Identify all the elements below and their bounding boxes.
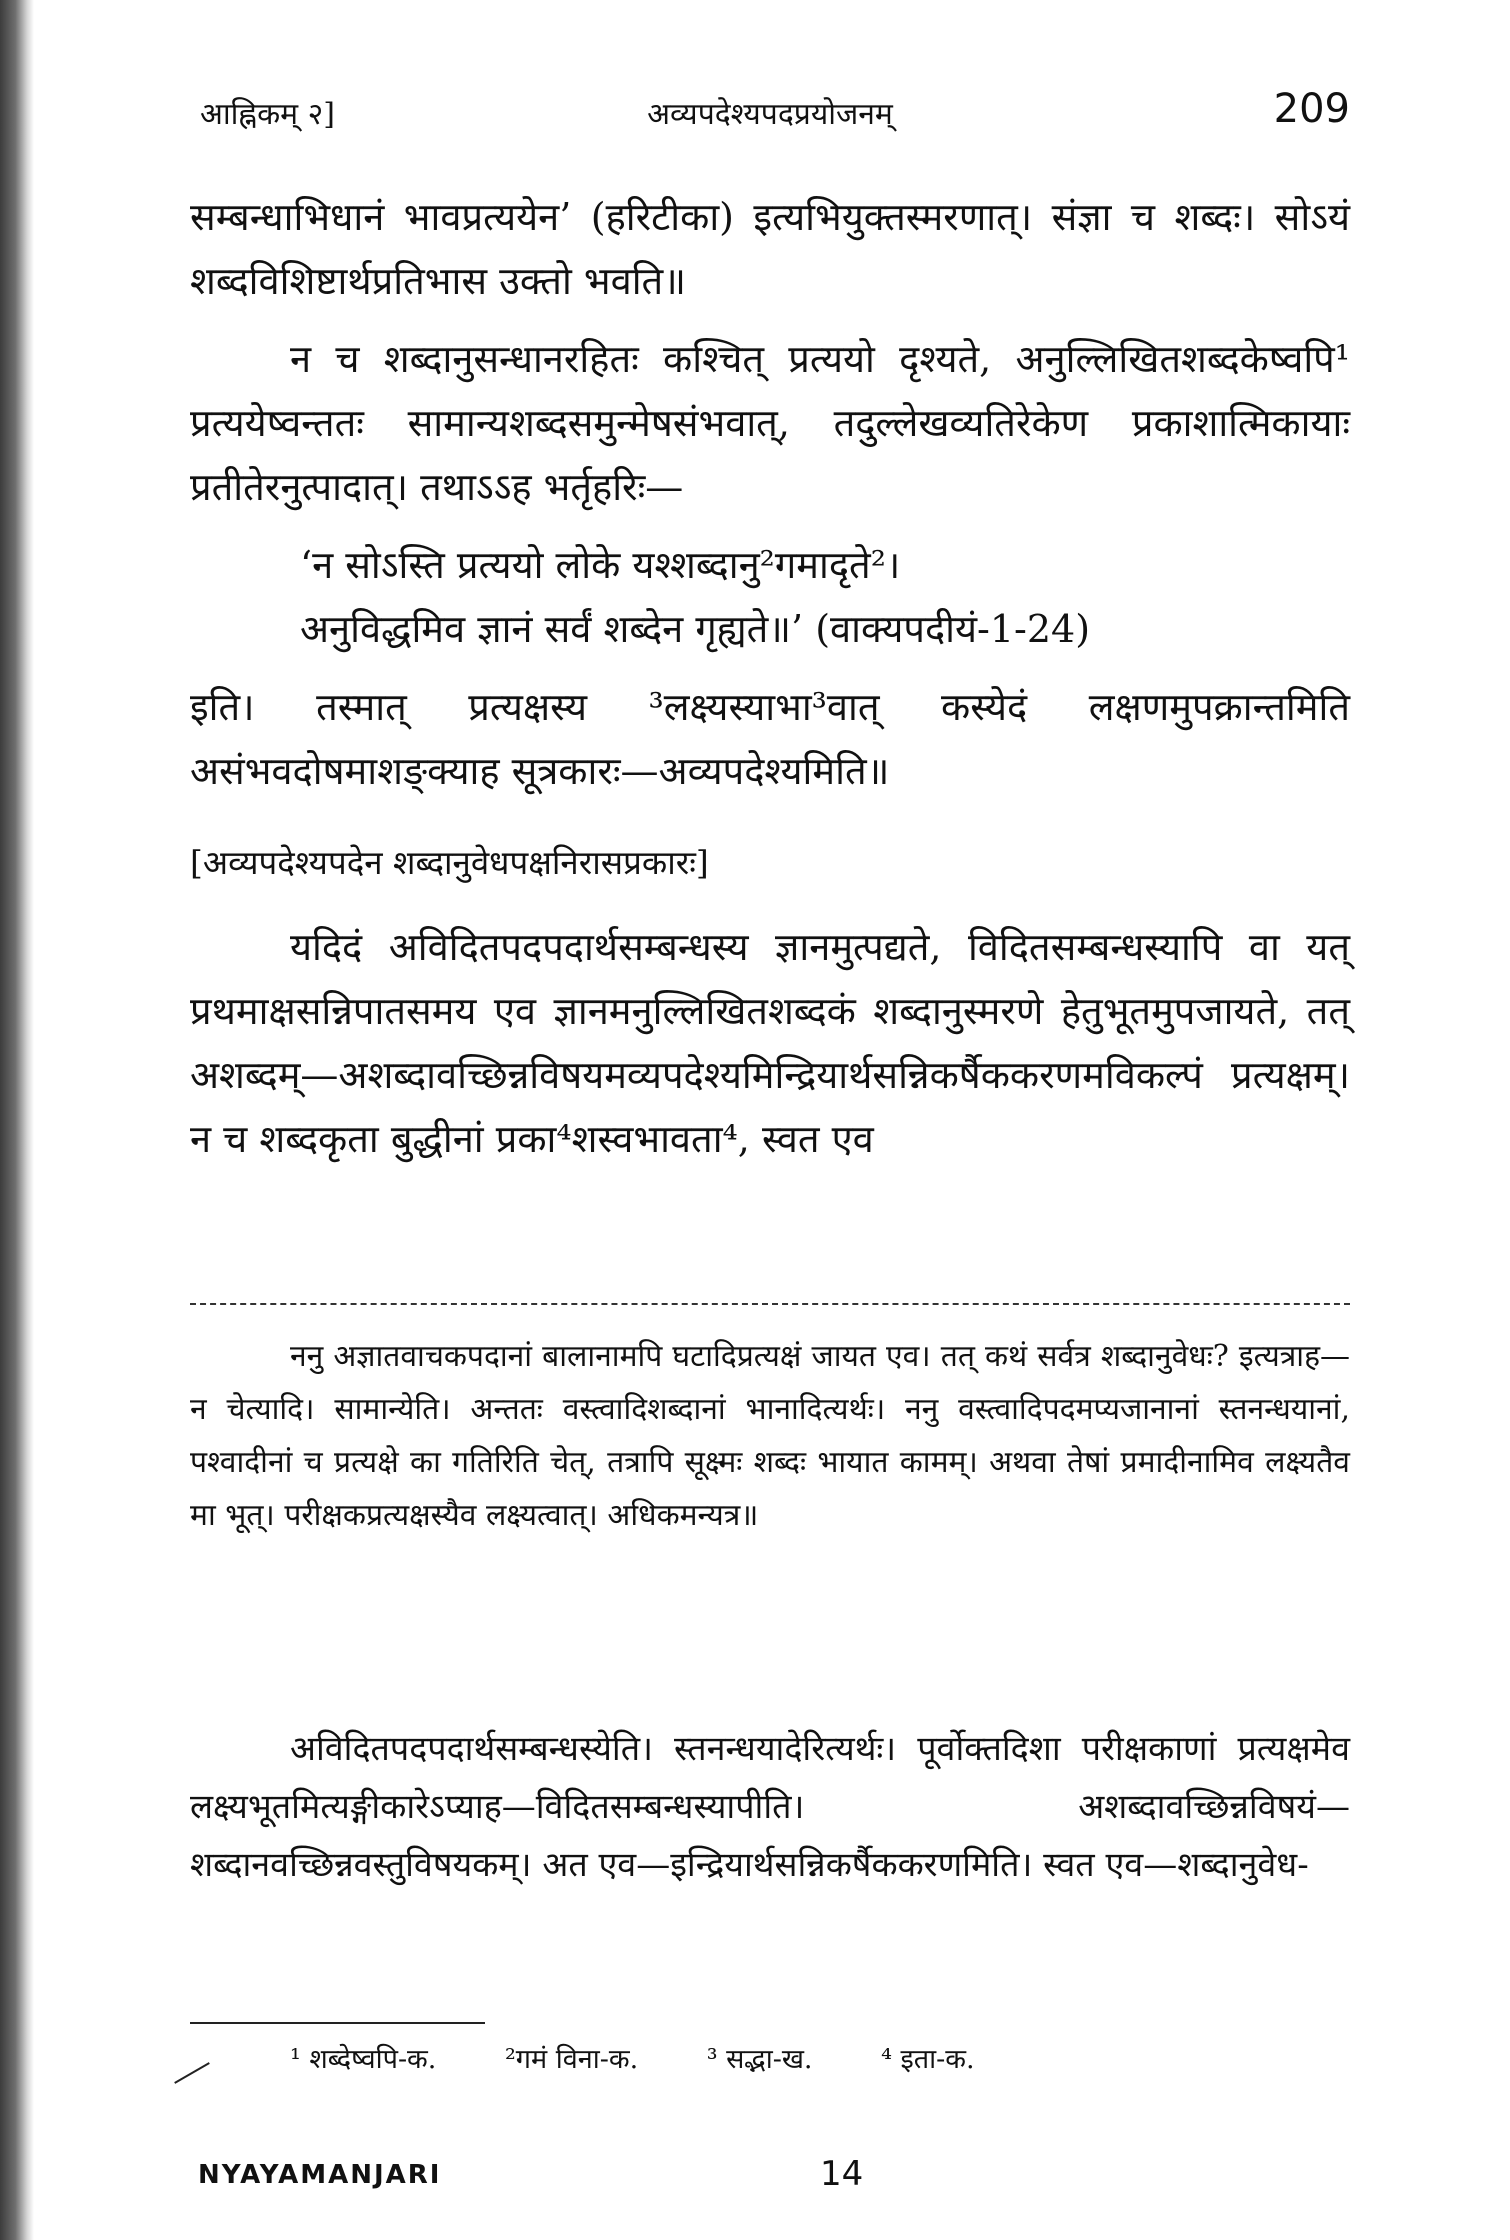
- footnote-rule: [190, 2022, 485, 2024]
- running-head: [190, 86, 1350, 142]
- footnote-4: ⁴ इता-क.: [881, 2044, 975, 2075]
- paragraph-1: सम्बन्धाभिधानं भावप्रत्ययेन’ (हरिटीका) इत्यभियुक्तस्मरणात्। संज्ञा च शब्दः। सोऽयं शब्दविशिष्टार्थप्रतिभास उक्तो भवति॥: [190, 195, 1350, 303]
- footnote-3: ³ सद्भा-ख.: [706, 2044, 813, 2075]
- running-head-left: आह्निकम् २]: [200, 97, 335, 132]
- paragraph-3: इति। तस्मात् प्रत्यक्षस्य ³लक्ष्यस्याभा³वात् कस्येदं लक्षणमुपक्रान्तमिति असंभवदोषमाशङ्क्याह सूत्रकारः—अव्यपदेश्यमिति॥: [190, 685, 1350, 793]
- footnote-2: ²गमं विना-क.: [504, 2044, 639, 2075]
- footnotes: [290, 2040, 1350, 2080]
- paragraph-4: यदिदं अविदितपदपदार्थसम्बन्धस्य ज्ञानमुत्पद्यते, विदितसम्बन्धस्यापि वा यत् प्रथमाक्षसन्निपातसमय एव ज्ञानमनुल्लिखितशब्दकं शब्दानुस्मरणे हेतुभूतमुपजायते, तत् अशब्दम्—अशब्दावच्छिन्नविषयमव्यपदेश्यमिन्द्रियार्थसन्निकर्षैककरणमविकल्पं प्रत्यक्षम्। न च शब्दकृता बुद्धीनां प्रका⁴शस्वभावता⁴, स्वत एव: [190, 925, 1350, 1161]
- commentary-paragraph-2: अविदितपदपदार्थसम्बन्धस्येति। स्तनन्धयादेरित्यर्थः। पूर्वोक्तदिशा परीक्षकाणां प्रत्यक्षमेव लक्ष्यभूतमित्यङ्गीकारेऽप्याह—विदितसम्बन्धस्यापीति। अशब्दावच्छिन्नविषयं—शब्दानवच्छिन्नवस्तुविषयकम्। अत एव—इन्द्रियार्थसन्निकर्षैककरणमिति। स्वत एव—शब्दानुवेध-: [190, 1729, 1350, 1885]
- commentary-divider: [190, 1303, 1350, 1305]
- commentary-block-2: [190, 1720, 1350, 1894]
- page-edge-shadow: [0, 0, 34, 2240]
- commentary-paragraph-1: ननु अज्ञातवाचकपदानां बालानामपि घटादिप्रत्यक्षं जायत एव। तत् कथं सर्वत्र शब्दानुवेधः? इत्यत्राह— न चेत्यादि। सामान्येति। अन्ततः वस्त्वादिशब्दानां भानादित्यर्थः। ननु वस्त्वादिपदमप्यजानानां स्तनन्धयानां, पश्वादीनां च प्रत्यक्षे का गतिरिति चेत्, तत्रापि सूक्ष्मः शब्दः भायात कामम्। अथवा तेषां प्रमादीनामिव लक्ष्यतैव मा भूत्। परीक्षकप्रत्यक्षस्यैव लक्ष्यत्वात्। अधिकमन्यत्र॥: [190, 1339, 1350, 1533]
- footer-signature: NYAYAMANJARI: [198, 2160, 442, 2190]
- footnote-1: ¹ शब्देष्वपि-क.: [290, 2044, 437, 2075]
- main-text: [190, 185, 1350, 1171]
- verse-line-2: अनुविद्धमिव ज्ञानं सर्वं शब्देन गृह्यते॥’ (वाक्यपदीयं-1-24): [300, 607, 1091, 651]
- paragraph-2: न च शब्दानुसन्धानरहितः कश्चित् प्रत्ययो दृश्यते, अनुल्लिखितशब्दकेष्वपि¹ प्रत्ययेष्वन्ततः सामान्यशब्दसमुन्मेषसंभवात्, तदुल्लेखव्यतिरेकेण प्रकाशात्मिकायाः प्रतीतेरनुत्पादात्। तथाऽऽह भर्तृहरिः—: [190, 337, 1350, 509]
- section-heading: [अव्यपदेश्यपदेन शब्दानुवेधपक्षनिरासप्रकारः]: [190, 843, 709, 882]
- verse-line-1: ‘न सोऽस्ति प्रत्ययो लोके यश्शब्दानु²गमादृते²।: [300, 543, 901, 587]
- page-number: 209: [1273, 86, 1350, 132]
- running-head-title: अव्यपदेश्यपदप्रयोजनम्: [647, 97, 893, 132]
- commentary-block-1: [190, 1330, 1350, 1542]
- footer-signature-number: 14: [820, 2154, 864, 2194]
- book-page: [190, 0, 1350, 2240]
